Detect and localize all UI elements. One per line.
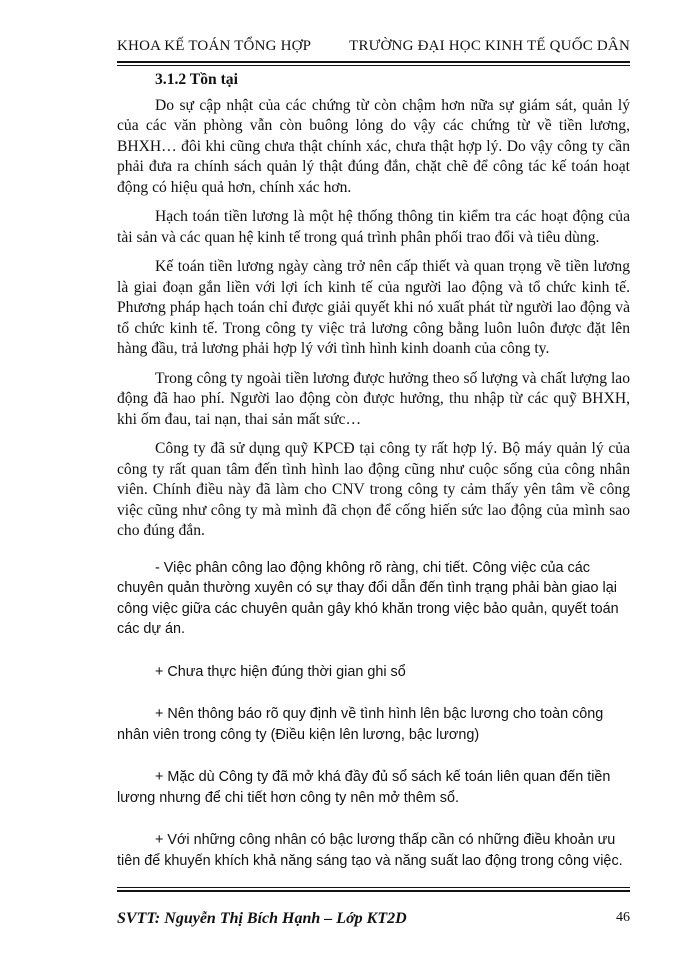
page-footer: [117, 910, 630, 932]
paragraph: Công ty đã sử dụng quỹ KPCĐ tại công ty rất hợp lý. Bộ máy quản lý của công ty rất quan tâm đến tình hình lao động cũng như cuộc sống của công nhân viên. Chính điều này đã làm cho CNV trong công ty cảm thấy yên tâm về công việc cũng như công ty mà mình đã chọn để cống hiến sức lao động của mình sao cho đúng đắn.: [117, 440, 630, 539]
page-content: [117, 70, 630, 880]
list-item: - Việc phân công lao động không rõ ràng, chi tiết. Công việc của các chuyên quản thường xuyên có sự thay đổi dẫn đến tình trạng phải bàn giao lại công việc giữa các chuyên quản gây khó khăn trong việc bảo quản, quyết toán các dự án.: [117, 559, 619, 637]
footer-rule-thin: [117, 887, 630, 888]
header-faculty: KHOA KẾ TOÁN TỔNG HỢP: [117, 38, 312, 54]
header-university: TRƯỜNG ĐẠI HỌC KINH TẾ QUỐC DÂN: [349, 38, 630, 54]
paragraph: Hạch toán tiền lương là một hệ thống thông tin kiểm tra các hoạt động của tài sản và các quan hệ kinh tế trong quá trình phân phối trao đổi và tiêu dùng.: [117, 208, 630, 246]
page-number: 46: [616, 910, 630, 925]
section-title: 3.1.2 Tồn tại: [155, 71, 238, 88]
footer-rule-thick: [117, 890, 630, 892]
paragraph: Trong công ty ngoài tiền lương được hưởng theo số lượng và chất lượng lao động đã hao phí. Người lao động còn được hưởng, thu nhập từ các quỹ BHXH, khi ốm đau, tai nạn, thai sản mất sức…: [117, 369, 630, 428]
list-item: + Với những công nhân có bậc lương thấp cần có những điều khoản ưu tiên để khuyến khích khả năng sáng tạo và năng suất lao động trong công việc.: [117, 832, 623, 869]
paragraph: Do sự cập nhật của các chứng từ còn chậm hơn nữa sự giám sát, quản lý của các văn phòng vẫn còn buông lỏng do vậy các chứng từ về tiền lương, BHXH… đôi khi cũng chưa thật chính xác, chưa thật hợp lý. Do vậy công ty cần phải đưa ra chính sách quản lý thật đúng đắn, chặt chẽ để công tác kế toán hoạt động có hiệu quả hơn, chính xác hơn.: [117, 96, 630, 196]
header-rule-thin: [117, 65, 630, 66]
header-rule-thick: [117, 61, 630, 63]
list-item: + Chưa thực hiện đúng thời gian ghi sổ: [155, 663, 406, 680]
list-item: + Mặc dù Công ty đã mở khá đầy đủ sổ sách kế toán liên quan đến tiền lương nhưng để chi tiết hơn công ty nên mở thêm sổ.: [117, 769, 611, 806]
paragraph: Kế toán tiền lương ngày càng trở nên cấp thiết và quan trọng về tiền lương là giai đoạn gắn liền với lợi ích kinh tế của người lao động và tổ chức kinh tế. Phương pháp hạch toán chỉ được giải quyết khi nó xuất phát từ người lao động và tổ chức kinh tế. Trong công ty việc trả lương công bằng luôn luôn được đặt lên hàng đầu, trả lương phải hợp lý với tình hình kinh doanh của công ty.: [117, 258, 630, 357]
list-item: + Nên thông báo rõ quy định về tình hình lên bậc lương cho toàn công nhân viên trong công ty (Điều kiện lên lương, bậc lương): [117, 706, 604, 743]
page-header: [117, 38, 630, 60]
footer-author: SVTT: Nguyễn Thị Bích Hạnh – Lớp KT2D: [117, 910, 407, 927]
